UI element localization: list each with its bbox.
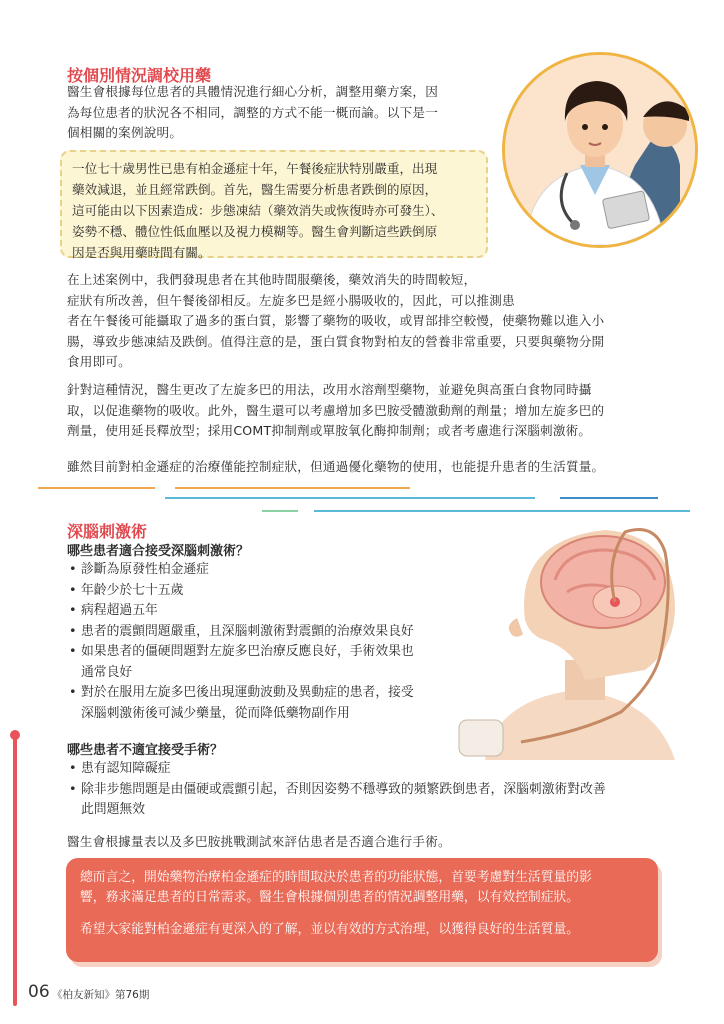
- suitable-question: 哪些患者適合接受深腦刺激術？: [67, 544, 250, 559]
- section-title-dbs: 深腦刺激術: [67, 522, 148, 541]
- analysis-paragraph: [67, 270, 667, 373]
- analysis-line: 食用即可。: [67, 354, 131, 369]
- assessment-text: 醫生會根據量表以及多巴胺挑戰測試來評估患者是否適合進行手術。: [67, 834, 451, 849]
- suitable-item: • 年齡少於七十五歲: [67, 581, 487, 602]
- section-title-medication: 按個別情況調校用藥: [67, 66, 212, 85]
- unsuitable-item: • 除非步態問題是由僵硬或震顫引起，否則因姿勢不穩導致的頻繁跌倒患者，深腦刺激術對改善 此問題無效: [67, 780, 667, 821]
- treatment-line: 取，以促進藥物的吸收。此外，醫生還可以考慮增加多巴胺受體激動劑的劑量；增加左旋多巴的: [67, 402, 605, 418]
- summary-line: 希望大家能對柏金遜症有更深入的了解，並以有效的方式治理，以獲得良好的生活質量。: [80, 922, 580, 937]
- analysis-line: 腸，導致步態凍結及跌倒。值得注意的是，蛋白質食物對柏友的營養非常重要，只要與藥物分開: [67, 333, 605, 349]
- summary-box: [66, 858, 658, 962]
- treatment-line: 劑量，使用延長釋放型；採用COMT抑制劑或單胺氧化酶抑制劑；或者考慮進行深腦刺激術。: [67, 423, 592, 438]
- analysis-line: 症狀有所改善，但午餐後卻相反。左旋多巴是經小腸吸收的，因此，可以推測患: [67, 292, 515, 308]
- suitable-item: • 對於在服用左旋多巴後出現運動波動及異動症的患者，接受 深腦刺激術後可減少藥量，從而降低藥物副作用: [67, 683, 487, 724]
- case-study-box: [60, 150, 488, 258]
- suitable-item: • 患者的震顫問題嚴重，且深腦刺激術對震顫的治療效果良好: [67, 622, 487, 643]
- suitable-item: • 病程超過五年: [67, 601, 487, 622]
- case-line: 姿勢不穩、體位性低血壓以及視力模糊等。醫生會判斷這些跌倒原: [72, 224, 438, 239]
- case-line: 這可能由以下因素造成：步態凍結（藥效消失或恢復時亦可發生）、: [72, 203, 444, 218]
- accent-dot: [10, 730, 20, 740]
- treatment-paragraph: [67, 380, 667, 442]
- case-line: 一位七十歲男性已患有柏金遜症十年，午餐後症狀特別嚴重，出現: [72, 161, 438, 176]
- suitable-item: • 診斷為原發性柏金遜症: [67, 560, 487, 581]
- treatment-line: 針對這種情況，醫生更改了左旋多巴的用法，改用水溶劑型藥物，並避免與高蛋白食物同時攝: [67, 382, 592, 397]
- unsuitable-item: • 患有認知障礙症: [67, 759, 667, 780]
- page-number: 06: [28, 982, 50, 1002]
- unsuitable-list: [67, 759, 667, 821]
- section-divider: [0, 480, 724, 520]
- case-line: 藥效減退，並且經常跌倒。首先，醫生需要分析患者跌倒的原因，: [72, 182, 438, 197]
- brain-illustration: [455, 520, 685, 760]
- magazine-issue: 《柏友新知》第76期: [52, 989, 150, 1001]
- accent-bar: [13, 738, 17, 1006]
- summary-line: 總而言之，開始藥物治療柏金遜症的時間取決於患者的功能狀態，首要考慮對生活質量的影: [80, 870, 592, 885]
- summary-line: 響，務求滿足患者的日常需求。醫生會根據個別患者的情況調整用藥，以有效控制症狀。: [80, 890, 580, 905]
- doctor-illustration: [502, 52, 698, 248]
- intro-line: 醫生會根據每位患者的具體情況進行細心分析，調整用藥方案，因: [67, 84, 439, 99]
- intro-line: 個相關的案例說明。: [67, 125, 183, 140]
- conclusion-paragraph: 雖然目前對柏金遜症的治療僅能控制症狀，但通過優化藥物的使用，也能提升患者的生活質量。: [67, 459, 605, 474]
- case-line: 因是否與用藥時間有關。: [72, 245, 211, 260]
- suitable-item: • 如果患者的僵硬問題對左旋多巴治療反應良好，手術效果也 通常良好: [67, 642, 487, 683]
- unsuitable-question: 哪些患者不適宜接受手術？: [67, 743, 224, 758]
- intro-line: 為每位患者的狀況各不相同，調整的方式不能一概而論。以下是一: [67, 104, 439, 120]
- analysis-line: 者在午餐後可能攝取了過多的蛋白質，影響了藥物的吸收，或胃部排空較慢，使藥物難以進入小: [67, 313, 605, 328]
- analysis-line: 在上述案例中，我們發現患者在其他時間服藥後，藥效消失的時間較短，: [67, 272, 477, 287]
- intro-paragraph: [67, 82, 487, 144]
- suitable-list: [67, 560, 487, 724]
